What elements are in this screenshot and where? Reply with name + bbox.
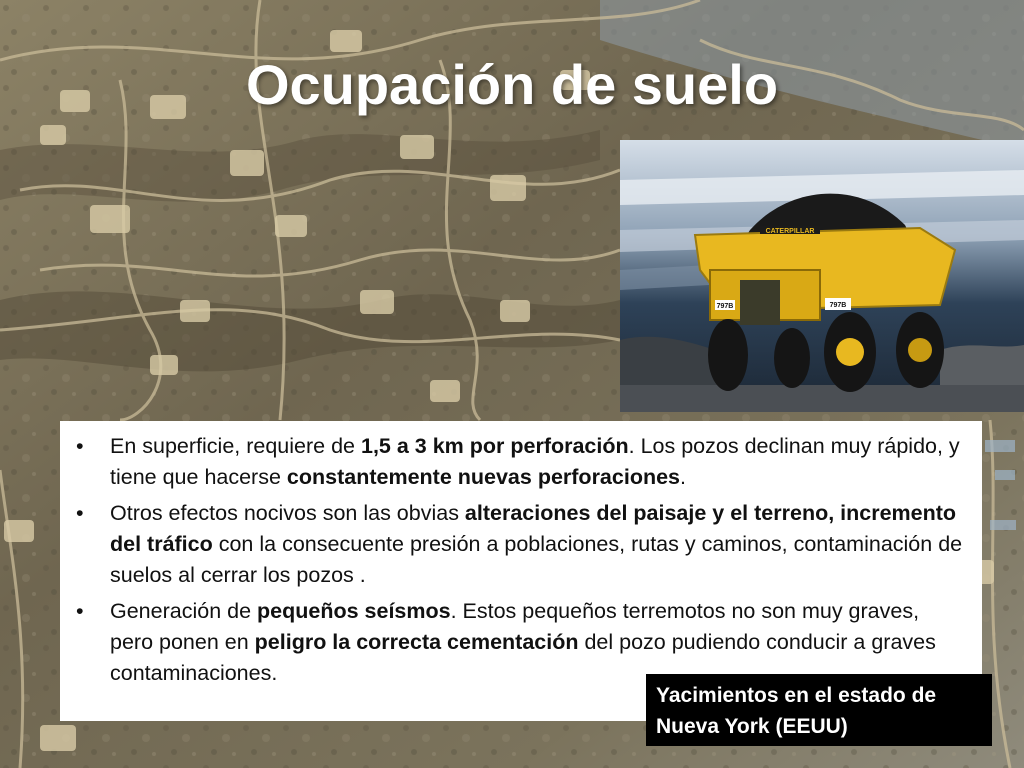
- bullet-text: [110, 501, 962, 587]
- bullet-bold-text: constantemente nuevas perforaciones: [286, 465, 681, 489]
- image-caption: Yacimientos en el estado de Nueva York (EEUU): [646, 674, 992, 746]
- bullet-glyph: •: [76, 501, 84, 525]
- bullet-plain-text: . Estos pequeños terremotos no son muy graves, pero ponen en: [110, 599, 920, 654]
- bullet-plain-text: En superficie, requiere de: [110, 434, 361, 458]
- bullet-bold-text: pequeños seísmos: [257, 599, 451, 623]
- mining-truck-photo: [620, 140, 1024, 412]
- bullet-plain-text: del pozo pudiendo conducir a graves contaminaciones.: [110, 630, 936, 685]
- bullet-plain-text: Otros efectos nocivos son las obvias: [110, 501, 465, 525]
- truck-model-label-right: 797B: [829, 302, 847, 309]
- truck-brand-label: CATERPILLAR: [765, 228, 815, 235]
- bullet-plain-text: Generación de: [110, 599, 258, 623]
- bullet-item: [74, 431, 968, 493]
- bullet-item: [74, 498, 968, 591]
- bullet-plain-text: .: [680, 465, 686, 489]
- bullet-plain-text: con la consecuente presión a poblaciones, rutas y caminos, contaminación de suelos al cerrar los pozos .: [110, 532, 963, 587]
- bullet-list: [74, 431, 968, 689]
- bullet-plain-text: . Los pozos declinan muy rápido, y tiene que hacerse: [110, 434, 960, 489]
- bullet-glyph: •: [76, 434, 84, 458]
- bullet-text: [110, 599, 936, 685]
- bullet-bold-text: alteraciones del paisaje y el terreno, incremento del tráfico: [110, 501, 957, 556]
- bullet-glyph: •: [76, 599, 84, 623]
- slide-title: Ocupación de suelo: [245, 53, 779, 116]
- bullet-bold-text: 1,5 a 3 km por perforación: [360, 434, 629, 458]
- truck-model-label-left: 797B: [716, 303, 734, 310]
- bullet-text: [110, 434, 960, 489]
- bullet-bold-text: peligro la correcta cementación: [254, 630, 579, 654]
